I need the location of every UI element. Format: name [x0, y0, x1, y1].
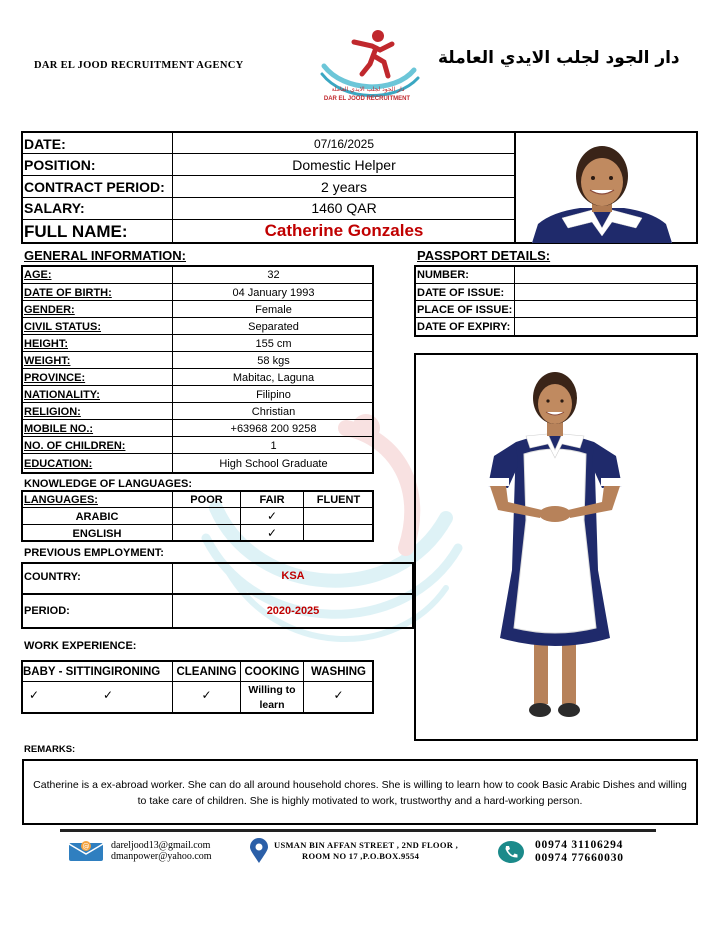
cleaning-header: CLEANING	[176, 666, 237, 678]
mobile-value: +63968 200 9258	[230, 423, 317, 435]
mobile-label: MOBILE NO.:	[24, 423, 94, 435]
language-arabic: ARABIC	[75, 511, 119, 523]
dob-value: 04 January 1993	[232, 287, 315, 299]
full-name-value: Catherine Gonzales	[264, 221, 424, 240]
passport-expiry-label: DATE OF EXPIRY:	[417, 321, 511, 333]
agency-logo	[314, 22, 424, 106]
position-label: POSITION:	[24, 157, 96, 173]
gender-label: GENDER:	[24, 304, 75, 316]
previous-employment-title: PREVIOUS EMPLOYMENT:	[24, 547, 164, 559]
passport-issue-date-label: DATE OF ISSUE:	[417, 287, 505, 299]
passport-issue-place-label: PLACE OF ISSUE:	[417, 304, 513, 316]
height-value: 155 cm	[255, 338, 292, 350]
civil-status-label: CIVIL STATUS:	[24, 321, 101, 333]
nationality-value: Filipino	[256, 389, 291, 401]
address-line-2: ROOM NO 17 ,P.O.BOX.9554	[302, 851, 420, 861]
period-value: 2020-2025	[266, 605, 320, 617]
education-value: High School Graduate	[219, 458, 328, 470]
religion-label: RELIGION:	[24, 406, 81, 418]
email-1: dareljood13@gmail.com	[111, 840, 211, 851]
weight-value: 58 kgs	[257, 355, 290, 367]
province-label: PROVINCE:	[24, 372, 86, 384]
languages-header: LANGUAGES:	[24, 494, 98, 506]
english-fair-check: ✓	[266, 526, 278, 540]
location-pin-icon	[249, 838, 269, 864]
ironing-check: ✓	[102, 688, 114, 702]
gender-value: Female	[255, 304, 292, 316]
height-label: HEIGHT:	[24, 338, 68, 350]
salary-label: SALARY:	[24, 200, 85, 216]
passport-number-label: NUMBER:	[417, 269, 469, 281]
email-icon	[68, 840, 104, 862]
age-label: AGE:	[24, 269, 52, 281]
email-2: dmanpower@yahoo.com	[111, 851, 212, 862]
fair-header: FAIR	[259, 494, 285, 506]
full-name-label: FULL NAME:	[24, 222, 128, 241]
phone-1: 00974 31106294	[535, 839, 624, 851]
religion-value: Christian	[251, 406, 296, 418]
date-label: DATE:	[24, 136, 66, 152]
nationality-label: NATIONALITY:	[24, 389, 100, 401]
dob-label: DATE OF BIRTH:	[24, 287, 112, 299]
work-experience-title: WORK EXPERIENCE:	[24, 640, 137, 652]
languages-title: KNOWLEDGE OF LANGUAGES:	[24, 478, 193, 490]
cleaning-check: ✓	[201, 688, 212, 702]
washing-header: WASHING	[311, 666, 366, 678]
svg-text:@: @	[82, 842, 90, 851]
age-value: 32	[267, 269, 280, 281]
education-label: EDUCATION:	[24, 458, 93, 470]
country-value: KSA	[281, 570, 305, 582]
baby-sitting-check: ✓	[28, 688, 40, 702]
address-line-1: USMAN BIN AFFAN STREET , 2ND FLOOR ,	[274, 840, 459, 850]
passport-title: PASSPORT DETAILS:	[417, 248, 551, 263]
children-label: NO. OF CHILDREN:	[24, 440, 126, 452]
remarks-text: Catherine is a ex-abroad worker. She can do all around household chores. She is willing to learn how to cook Basic Arabic Dishes and willing to take care of children. She is highly motivated to work, trustworthy and a hard-working person.	[22, 759, 698, 825]
logo-text-ar: دار الجود لجلب الايدي العاملة	[331, 86, 405, 93]
date-value: 07/16/2025	[313, 137, 375, 151]
logo-text-en: DAR EL JOOD RECRUITMENT	[323, 96, 411, 102]
full-body-photo	[470, 370, 640, 730]
agency-name-en: DAR EL JOOD RECRUITMENT AGENCY	[34, 60, 244, 71]
phone-2: 00974 77660030	[535, 852, 624, 864]
cooking-header: COOKING	[244, 666, 300, 678]
position-value: Domestic Helper	[292, 157, 396, 173]
washing-check: ✓	[333, 688, 344, 702]
children-value: 1	[270, 440, 277, 452]
agency-name-ar: دار الجود لجلب الايدي العاملة	[438, 48, 680, 68]
language-english: ENGLISH	[72, 528, 122, 540]
general-info-title: GENERAL INFORMATION:	[24, 248, 187, 263]
arabic-fair-check: ✓	[266, 509, 278, 523]
cooking-value: Willing to learn	[248, 684, 296, 711]
remarks-title: REMARKS:	[24, 744, 76, 755]
civil-status-value: Separated	[248, 321, 299, 333]
contract-period-label: CONTRACT PERIOD:	[24, 179, 165, 195]
country-label: COUNTRY:	[24, 571, 81, 583]
headshot-photo	[532, 140, 672, 243]
contract-period-value: 2 years	[321, 179, 367, 195]
period-label: PERIOD:	[24, 605, 70, 617]
salary-value: 1460 QAR	[311, 200, 377, 216]
phone-icon	[497, 840, 525, 864]
footer-divider	[60, 829, 656, 832]
weight-label: WEIGHT:	[24, 355, 71, 367]
baby-sitting-header: BABY - SITTING	[23, 666, 111, 678]
ironing-header: IRONING	[111, 666, 161, 678]
poor-header: POOR	[190, 494, 223, 506]
province-value: Mabitac, Laguna	[232, 372, 315, 384]
fluent-header: FLUENT	[316, 494, 361, 506]
